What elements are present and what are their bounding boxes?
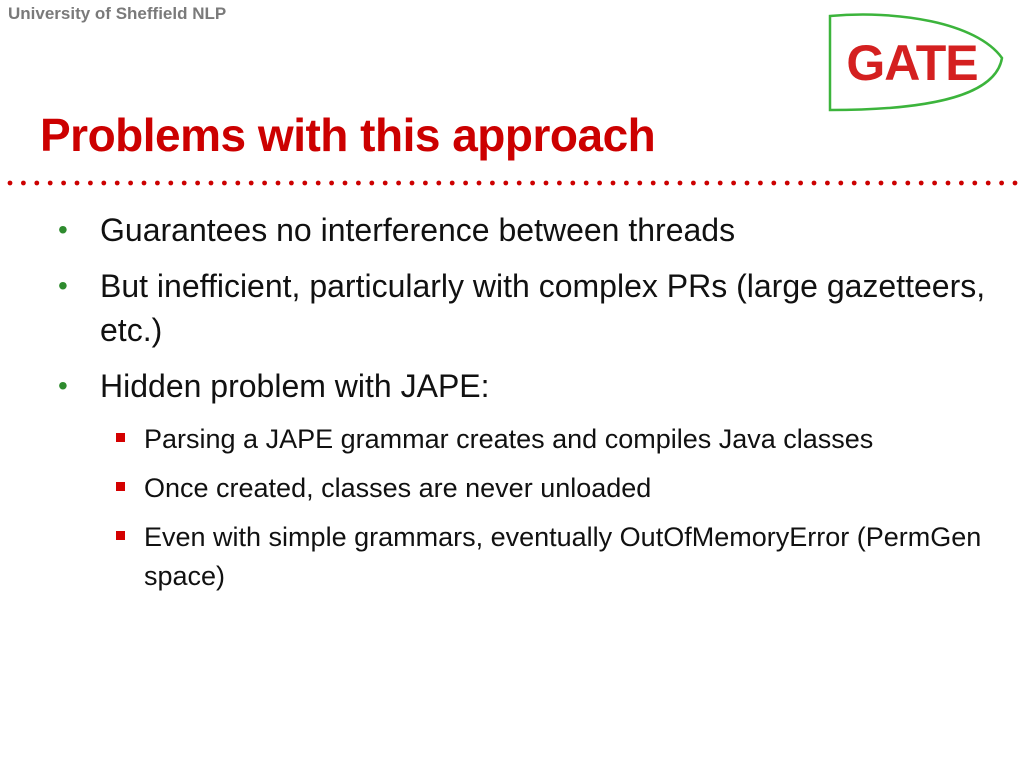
divider-dot (182, 181, 187, 186)
divider-dot (905, 181, 910, 186)
divider-dot (972, 181, 977, 186)
round-bullet-icon: • (58, 270, 68, 301)
divider-dot (369, 181, 374, 186)
divider-dot (195, 181, 200, 186)
bullet-item (56, 208, 996, 252)
round-bullet-icon: • (58, 370, 68, 401)
divider-dot (101, 181, 106, 186)
divider-dot (798, 181, 803, 186)
bullet-item (56, 264, 996, 352)
square-bullet-icon (116, 433, 125, 442)
sub-bullet-item (56, 420, 996, 459)
divider-dot (168, 181, 173, 186)
divider-dot (276, 181, 281, 186)
bullet-text: But inefficient, particularly with complex PRs (large gazetteers, etc.) (100, 268, 986, 348)
divider-dot (316, 181, 321, 186)
sub-bullet-item (56, 518, 996, 596)
divider-dot (8, 181, 13, 186)
divider-dot (879, 181, 884, 186)
divider-dot (597, 181, 602, 186)
divider-dot (664, 181, 669, 186)
divider-dot (329, 181, 334, 186)
divider-dot (758, 181, 763, 186)
divider-dot (396, 181, 401, 186)
divider-dot (356, 181, 361, 186)
square-bullet-icon (116, 531, 125, 540)
divider-dot (1013, 181, 1018, 186)
brand-header: University of Sheffield NLP (8, 4, 227, 23)
divider-dot (262, 181, 267, 186)
divider-dot (423, 181, 428, 186)
divider-dot (785, 181, 790, 186)
divider-dot (289, 181, 294, 186)
slide-content (56, 208, 996, 606)
divider-dot (503, 181, 508, 186)
divider-dot (490, 181, 495, 186)
divider-dot (88, 181, 93, 186)
divider-dot (624, 181, 629, 186)
divider-dot (48, 181, 53, 186)
divider-dot (222, 181, 227, 186)
divider-dot (450, 181, 455, 186)
divider-dot (34, 181, 39, 186)
divider-dot (678, 181, 683, 186)
divider-dot (691, 181, 696, 186)
divider-dot (959, 181, 964, 186)
divider-dot (825, 181, 830, 186)
sub-bullet-text: Parsing a JAPE grammar creates and compiles Java classes (144, 424, 874, 454)
divider-dot (436, 181, 441, 186)
divider-dot (517, 181, 522, 186)
divider-dot (611, 181, 616, 186)
divider-dot (477, 181, 482, 186)
divider-dot (651, 181, 656, 186)
divider-dot (584, 181, 589, 186)
round-bullet-icon: • (58, 214, 68, 245)
bullet-text: Guarantees no interference between threads (100, 212, 736, 248)
divider-dot (986, 181, 991, 186)
divider-dot (838, 181, 843, 186)
sub-bullet-item (56, 469, 996, 508)
divider-dot (249, 181, 254, 186)
divider-dot (383, 181, 388, 186)
slide-title: Problems with this approach (40, 109, 656, 161)
divider-dot (557, 181, 562, 186)
divider-dot (812, 181, 817, 186)
divider-dot (21, 181, 26, 186)
divider-dot (946, 181, 951, 186)
bullet-text: Hidden problem with JAPE: (100, 368, 490, 404)
gate-logo-icon (826, 12, 1006, 114)
divider-dot (718, 181, 723, 186)
divider-dot (343, 181, 348, 186)
divider-dot (999, 181, 1004, 186)
divider-dot (932, 181, 937, 186)
divider-dot (570, 181, 575, 186)
divider-dot (530, 181, 535, 186)
divider-dot (731, 181, 736, 186)
square-bullet-icon (116, 482, 125, 491)
divider-dot (852, 181, 857, 186)
sub-bullet-text: Even with simple grammars, eventually OutOfMemoryError (PermGen space) (144, 522, 982, 591)
divider-dot (128, 181, 133, 186)
divider-dot (544, 181, 549, 186)
divider-dot (892, 181, 897, 186)
divider-dot (61, 181, 66, 186)
divider-dot (919, 181, 924, 186)
sub-bullet-text: Once created, classes are never unloaded (144, 473, 652, 503)
divider-dot (302, 181, 307, 186)
logo-text: GATE (846, 35, 978, 91)
divider-dot (637, 181, 642, 186)
divider-dot (745, 181, 750, 186)
divider-dot (235, 181, 240, 186)
bullet-item (56, 364, 996, 408)
divider-dot (771, 181, 776, 186)
divider-dot (209, 181, 214, 186)
divider-dot (463, 181, 468, 186)
divider-dot (865, 181, 870, 186)
divider-dot (115, 181, 120, 186)
divider-dot (155, 181, 160, 186)
divider-dot (142, 181, 147, 186)
divider-dot (410, 181, 415, 186)
dotted-divider (6, 178, 1022, 188)
divider-dot (704, 181, 709, 186)
divider-dot (75, 181, 80, 186)
